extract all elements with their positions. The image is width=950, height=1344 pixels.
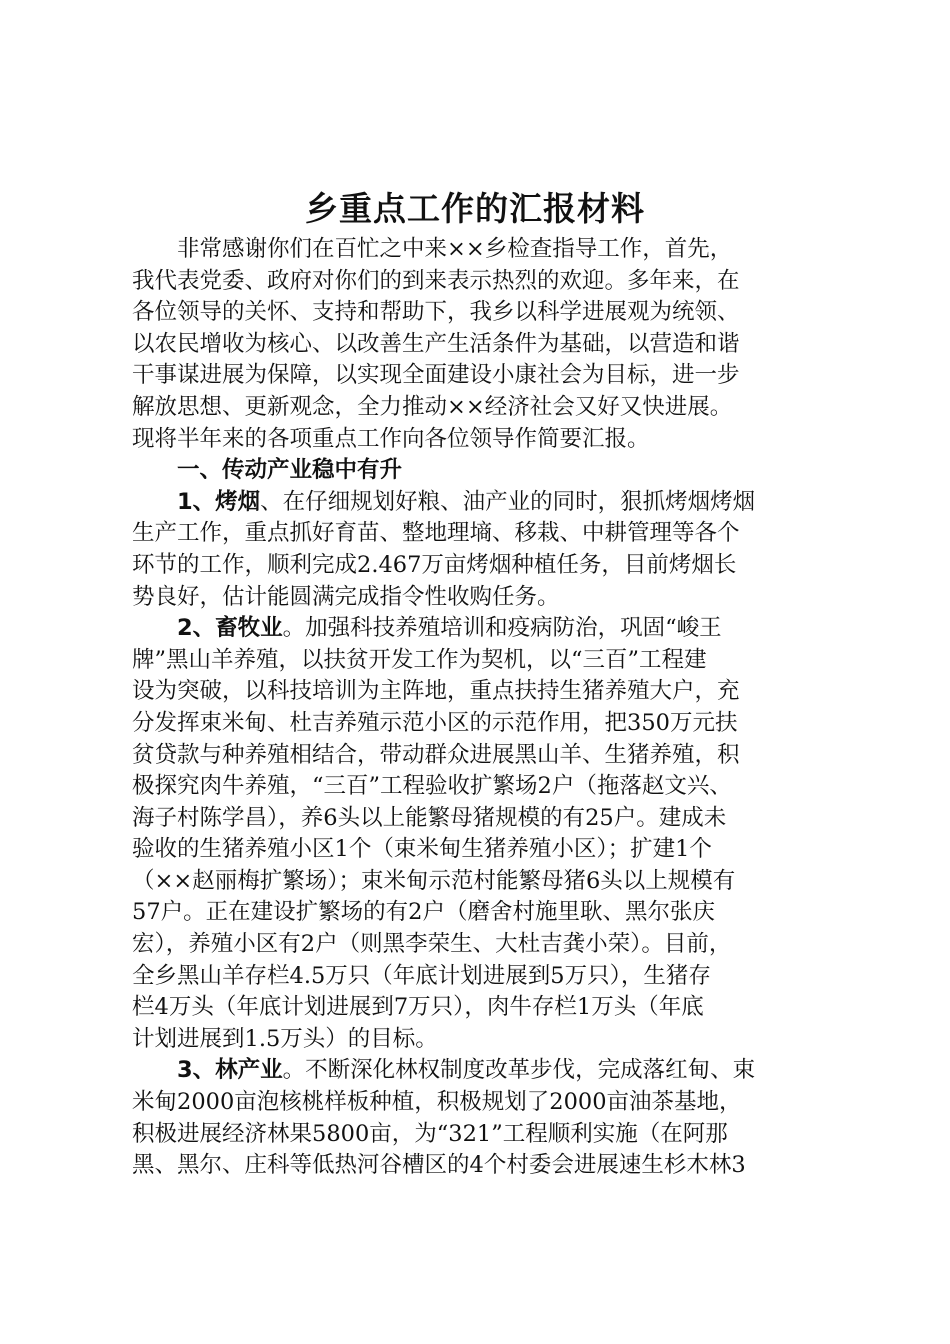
paragraph-line: 全乡黑山羊存栏4.5万只（年底计划进展到5万只），生猪存 bbox=[132, 962, 711, 989]
paragraph-line: 各位领导的关怀、支持和帮助下，我乡以科学进展观为统领、 bbox=[132, 299, 740, 326]
paragraph-line: 环节的工作，顺利完成2.467万亩烤烟种植任务，目前烤烟长 bbox=[132, 551, 737, 578]
paragraph-line: 栏4万头（年底计划进展到7万只），肉牛存栏1万头（年底 bbox=[132, 994, 704, 1021]
paragraph-line: 宏），养殖小区有2户（则黑李荣生、大杜吉龚小荣）。目前， bbox=[132, 931, 732, 958]
paragraph-line: 设为突破，以科技培训为主阵地，重点扶持生猪养殖大户，充 bbox=[132, 678, 740, 705]
lead-in-tobacco: 1、烤烟 bbox=[177, 488, 261, 515]
section-heading: 一、传动产业稳中有升 bbox=[177, 457, 403, 484]
paragraph-line: 生产工作，重点抓好育苗、整地理墒、移栽、中耕管理等各个 bbox=[132, 520, 740, 547]
paragraph-line: 积极进展经济林果5800亩，为“321”工程顺利实施（在阿那 bbox=[132, 1120, 728, 1147]
paragraph-text: 、在仔细规划好粮、油产业的同时，狠抓烤烟烤烟 bbox=[260, 488, 756, 515]
paragraph-line: 非常感谢你们在百忙之中来××乡检查指导工作，首先， bbox=[177, 236, 733, 262]
paragraph-text: 。加强科技养殖培训和疫病防治，巩固“峻王 bbox=[282, 615, 722, 642]
paragraph-line: 我代表党委、政府对你们的到来表示热烈的欢迎。多年来，在 bbox=[132, 267, 740, 294]
lead-in-forestry: 3、林产业 bbox=[177, 1057, 283, 1084]
paragraph-line bbox=[132, 487, 832, 519]
paragraph-line: 极探究肉牛养殖，“三百”工程验收扩繁场2户（拖落赵文兴、 bbox=[132, 773, 732, 800]
paragraph-line: 验收的生猪养殖小区1个（束米甸生猪养殖小区）；扩建1个 bbox=[132, 836, 712, 863]
document-body bbox=[132, 234, 832, 1182]
paragraph-line bbox=[132, 613, 832, 645]
paragraph-line: 米甸2000亩泡核桃样板种植，积极规划了2000亩油茶基地， bbox=[132, 1089, 742, 1116]
paragraph-line: 以农民增收为核心、以改善生产生活条件为基础，以营造和谐 bbox=[132, 330, 740, 357]
paragraph-text: 。不断深化林权制度改革步伐，完成落红甸、束 bbox=[282, 1057, 756, 1084]
paragraph-line: （××赵丽梅扩繁场）；束米甸示范村能繁母猪6头以上规模有 bbox=[132, 867, 736, 894]
paragraph-line: 现将半年来的各项重点工作向各位领导作简要汇报。 bbox=[132, 425, 650, 452]
paragraph-line: 57户。正在建设扩繁场的有2户（磨舍村施里耿、黑尔张庆 bbox=[132, 899, 715, 926]
document-title: 乡重点工作的汇报材料 bbox=[305, 189, 645, 228]
paragraph-line: 牌”黑山羊养殖，以扶贫开发工作为契机，以“三百”工程建 bbox=[132, 646, 707, 673]
paragraph-line: 解放思想、更新观念，全力推动××经济社会又好又快进展。 bbox=[132, 393, 733, 420]
paragraph-line bbox=[132, 1055, 832, 1087]
paragraph-line: 贫贷款与种养殖相结合，带动群众进展黑山羊、生猪养殖，积 bbox=[132, 741, 740, 768]
paragraph-line: 黑、黑尔、庄科等低热河谷槽区的4个村委会进展速生杉木林3 bbox=[132, 1152, 746, 1179]
paragraph-line: 海子村陈学昌），养6头以上能繁母猪规模的有25户。建成未 bbox=[132, 804, 727, 831]
paragraph-line: 计划进展到1.5万头）的目标。 bbox=[132, 1025, 438, 1052]
paragraph-line: 干事谋进展为保障，以实现全面建设小康社会为目标，进一步 bbox=[132, 362, 740, 389]
paragraph-line: 势良好，估计能圆满完成指令性收购任务。 bbox=[132, 583, 560, 610]
paragraph-line: 分发挥束米甸、杜吉养殖示范小区的示范作用，把350万元扶 bbox=[132, 709, 738, 736]
lead-in-livestock: 2、畜牧业 bbox=[177, 615, 283, 642]
